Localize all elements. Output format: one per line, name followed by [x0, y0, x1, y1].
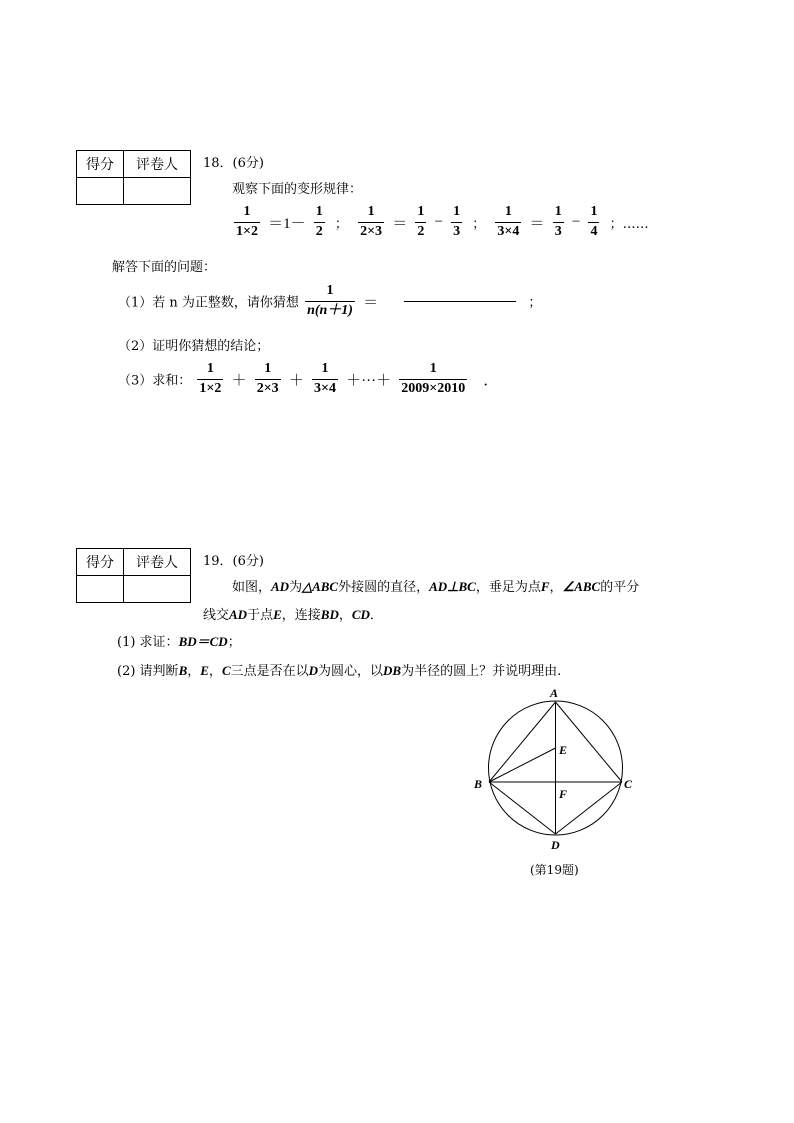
example1-lhs: $\frac{1}{1\times 2}$: [236, 204, 258, 239]
score-cell[interactable]: [77, 576, 124, 603]
q18-header: 18．(6分): [203, 156, 264, 171]
grader-header: 评卷人: [124, 549, 191, 576]
q18-part2: （2）证明你猜想的结论；: [118, 339, 270, 354]
example3-r1: $\frac{1}{3}$: [554, 204, 562, 239]
q19-part1: (1) 求证：BD＝CD；: [117, 634, 241, 650]
grader-cell[interactable]: [124, 576, 191, 603]
label-B: B: [474, 777, 483, 791]
sum-term-2: $\frac{1}{2\times 3}$: [256, 361, 279, 396]
q19-score-box: [76, 548, 191, 603]
segment-AB: [489, 702, 556, 782]
score-header: 得分: [77, 549, 124, 576]
example2-r1: $\frac{1}{2}$: [417, 204, 425, 239]
q18-observe: 观察下面的变形规律：: [232, 182, 363, 197]
segment-AC: [556, 702, 623, 782]
sum-term-3: $\frac{1}{3\times 4}$: [313, 361, 336, 396]
score-cell[interactable]: [77, 178, 124, 205]
sum-term-last: $\frac{1}{2009\times 2010}$: [401, 361, 466, 396]
grader-header: 评卷人: [124, 151, 191, 178]
answer-blank[interactable]: [404, 301, 516, 302]
label-F: F: [559, 787, 568, 801]
q18-part3: （3）求和： $\frac{1}{1\times 2}$ ＋ $\frac{1}{2\times 3}$ ＋ $\frac{1}{3\times 4}$ ＋···＋ $\frac{1}{2009\times 2010}$ ．: [118, 361, 499, 396]
bisector-BE: [489, 748, 556, 782]
example3-lhs: $\frac{1}{3\times 4}$: [497, 204, 520, 239]
label-A: A: [550, 686, 559, 700]
q19-header: 19．(6分): [203, 554, 264, 569]
q18-part1: （1）若 n 为正整数，请你猜想 $\frac{1}{n(n+1)}$ ＝ ；: [118, 283, 542, 318]
part1-fraction: $\frac{1}{n(n+1)}$: [307, 283, 353, 318]
grader-cell[interactable]: [124, 178, 191, 205]
label-D: D: [551, 838, 560, 852]
label-C: C: [624, 777, 633, 791]
example2-lhs: $\frac{1}{2\times 3}$: [360, 204, 383, 239]
sum-term-1: $\frac{1}{1\times 2}$: [199, 361, 222, 396]
q19-statement-line2: 线交AD于点E，连接BD，CD．: [203, 607, 383, 623]
q18-answer-intro: 解答下面的问题：: [112, 260, 217, 275]
q19-part2: (2) 请判断B，E，C三点是否在以D为圆心，以DB为半径的圆上？并说明理由.: [117, 663, 562, 679]
example3-r2: $\frac{1}{4}$: [590, 204, 598, 239]
q19-statement-line1: 如图，AD为△ABC外接圆的直径，AD⊥BC，垂足为点F，∠ABC的平分: [232, 579, 640, 595]
score-header: 得分: [77, 151, 124, 178]
example1-rhs: $\frac{1}{2}$: [315, 204, 323, 239]
label-E: E: [559, 743, 568, 757]
example2-r2: $\frac{1}{3}$: [453, 204, 461, 239]
q18-examples: $\frac{1}{1\times 2}$ ＝1－ $\frac{1}{2}$ ； $\frac{1}{2\times 3}$ ＝ $\frac{1}{2}$ − $\frac{1}{3}$ ； $\frac{1}{3\times 4}$ ＝ $\frac{1}{3}$ − $\frac{1}{4}$ ；……: [236, 204, 649, 239]
circle-figure: [470, 684, 640, 864]
q18-score-box: [76, 150, 191, 205]
figure-caption: (第19题): [530, 863, 579, 877]
